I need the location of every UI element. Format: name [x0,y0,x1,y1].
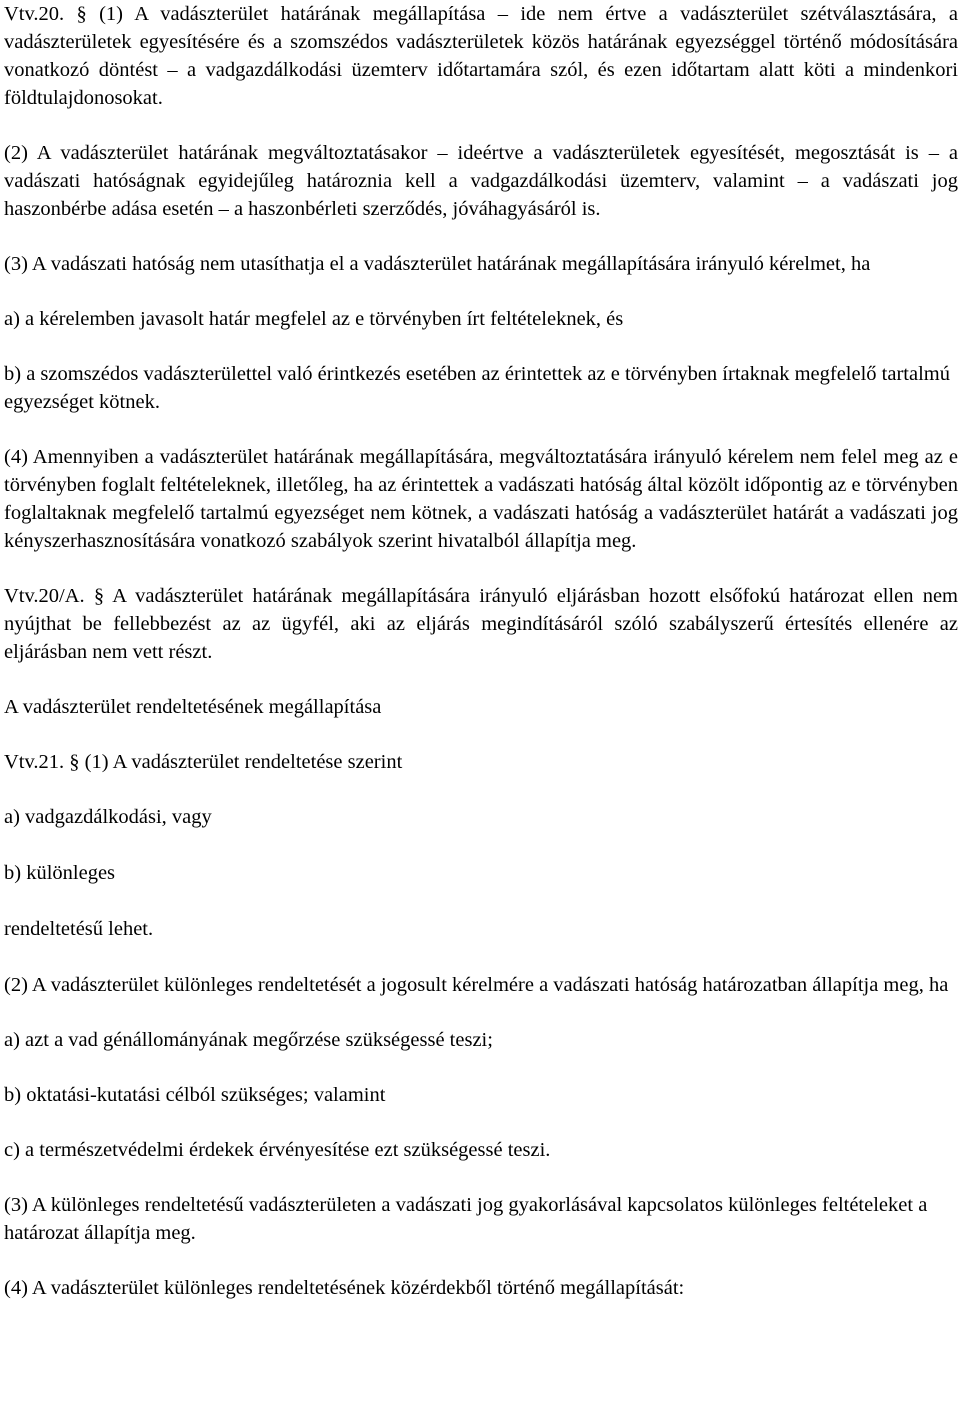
paragraph-vtv20-3a: a) a kérelemben javasolt határ megfelel az e törvényben írt feltételeknek, és [4,308,624,330]
document-page [4,0,958,1329]
paragraph-vtv20-4: (4) Amennyiben a vadászterület határának megállapítására, megváltoztatására irányuló kérelem nem felel meg az e törvényben foglalt feltételeknek, illetőleg, ha az érintettek a vadászati hatóság által közölt időpontig az e törvényben foglaltaknak megfelelő tartalmú egyezséget nem kötnek, a vadászati hatóság a vadászterület határát a vadászati jog kényszerhasznosítására vonatkozó szabályok szerint hivatalból állapítja meg. [4,446,958,552]
paragraph-vtv21-1a: a) vadgazdálkodási, vagy [4,806,212,828]
section-heading: A vadászterület rendeltetésének megállapítása [4,696,382,718]
paragraph-vtv21-1-end: rendeltetésű lehet. [4,918,154,940]
paragraph-vtv20-1: Vtv.20. § (1) A vadászterület határának megállapítása – ide nem értve a vadászterület szétválasztására, a vadászterületek egyesítésére és a szomszédos vadászterületek közös határának egyezséggel történő módosítására vonatkozó döntést – a vadgazdálkodási üzemterv időtartamára szól, és ezen időtartam alatt köti a mindenkori földtulajdonosokat. [4,3,958,109]
paragraph-vtv21-3: (3) A különleges rendeltetésű vadászterületen a vadászati jog gyakorlásával kapcsolatos különleges feltételeket a határozat állapítja meg. [4,1194,928,1244]
paragraph-vtv20a: Vtv.20/A. § A vadászterület határának megállapítására irányuló eljárásban hozott elsőfokú határozat ellen nem nyújthat be fellebbezést az az ügyfél, aki az eljárás megindításáról szóló szabályszerű értesítés ellenére az eljárásban nem vett részt. [4,585,958,663]
paragraph-vtv20-3b: b) a szomszédos vadászterülettel való érintkezés esetében az érintettek az e törvényben írtaknak megfelelő tartalmú egyezséget kötnek. [4,363,950,413]
paragraph-vtv20-3: (3) A vadászati hatóság nem utasíthatja el a vadászterület határának megállapítására irányuló kérelmet, ha [4,253,871,275]
paragraph-vtv21-4: (4) A vadászterület különleges rendeltetésének közérdekből történő megállapítását: [4,1277,685,1299]
paragraph-vtv21-2b: b) oktatási-kutatási célból szükséges; valamint [4,1084,386,1106]
paragraph-vtv20-2: (2) A vadászterület határának megváltoztatásakor – ideértve a vadászterületek egyesítését, megosztását is – a vadászati hatóságnak egyidejűleg határoznia kell a vadgazdálkodási üzemterv, valamint – a vadászati jog haszonbérbe adása esetén – a haszonbérleti szerződés, jóváhagyásáról is. [4,142,958,220]
paragraph-vtv21-1b: b) különleges [4,862,116,884]
paragraph-vtv21-1: Vtv.21. § (1) A vadászterület rendeltetése szerint [4,751,403,773]
paragraph-vtv21-2: (2) A vadászterület különleges rendeltetését a jogosult kérelmére a vadászati hatóság határozatban állapítja meg, ha [4,974,949,996]
paragraph-vtv21-2c: c) a természetvédelmi érdekek érvényesítése ezt szükségessé teszi. [4,1139,551,1161]
paragraph-vtv21-2a: a) azt a vad génállományának megőrzése szükségessé teszi; [4,1029,493,1051]
